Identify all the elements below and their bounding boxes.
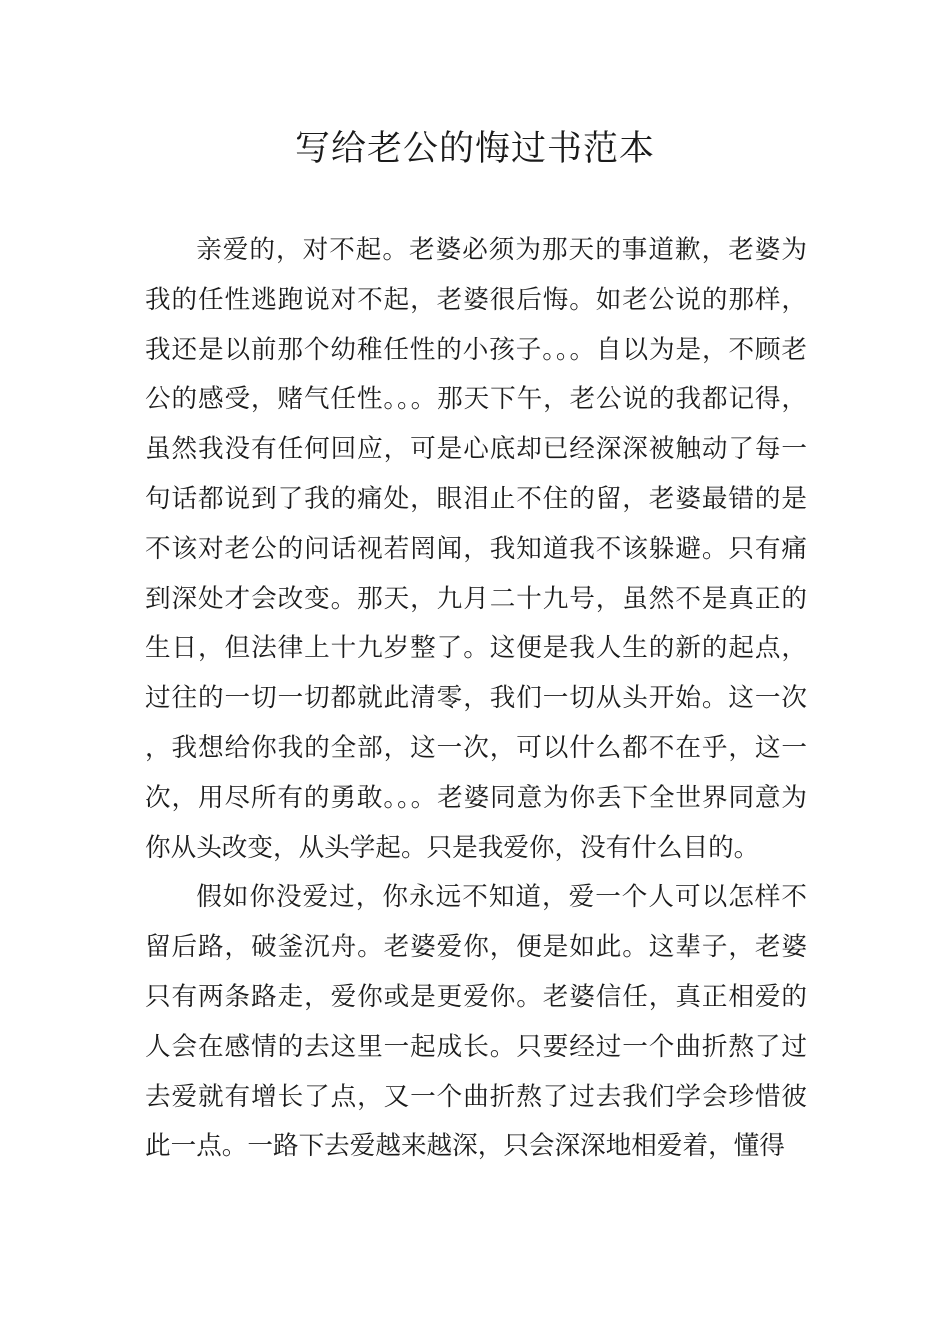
- paragraph-2: 假如你没爱过，你永远不知道，爱一个人可以怎样不留后路，破釜沉舟。老婆爱你，便是如此。这辈子，老婆只有两条路走，爱你或是更爱你。老婆信任，真正相爱的人会在感情的去这里一起成长。只要经过一个曲折熬了过去爱就有增长了点，又一个曲折熬了过去我们学会珍惜彼此一点。一路下去爱越来越深，只会深深地相爱着，懂得: [145, 882, 807, 1162]
- paragraph-1: 亲爱的，对不起。老婆必须为那天的事道歉，老婆为我的任性逃跑说对不起，老婆很后悔。如老公说的那样，我还是以前那个幼稚任性的小孩子。。。自以为是，不顾老公的感受，赌气任性。。。那天下午，老公说的我都记得，虽然我没有任何回应，可是心底却已经深深被触动了每一句话都说到了我的痛处，眼泪止不住的留，老婆最错的是不该对老公的问话视若罔闻，我知道我不该躲避。只有痛到深处才会改变。那天，九月二十九号，虽然不是真正的生日，但法律上十九岁整了。这便是我人生的新的起点，过往的一切一切都就此清零，我们一切从头开始。这一次，我想给你我的全部，这一次，可以什么都不在乎，这一次，用尽所有的勇敢。。。老婆同意为你丢下全世界同意为你从头改变，从头学起。只是我爱你，没有什么目的。: [145, 235, 807, 863]
- document-title: 写给老公的悔过书范本: [294, 129, 655, 169]
- document-body: [145, 226, 807, 1172]
